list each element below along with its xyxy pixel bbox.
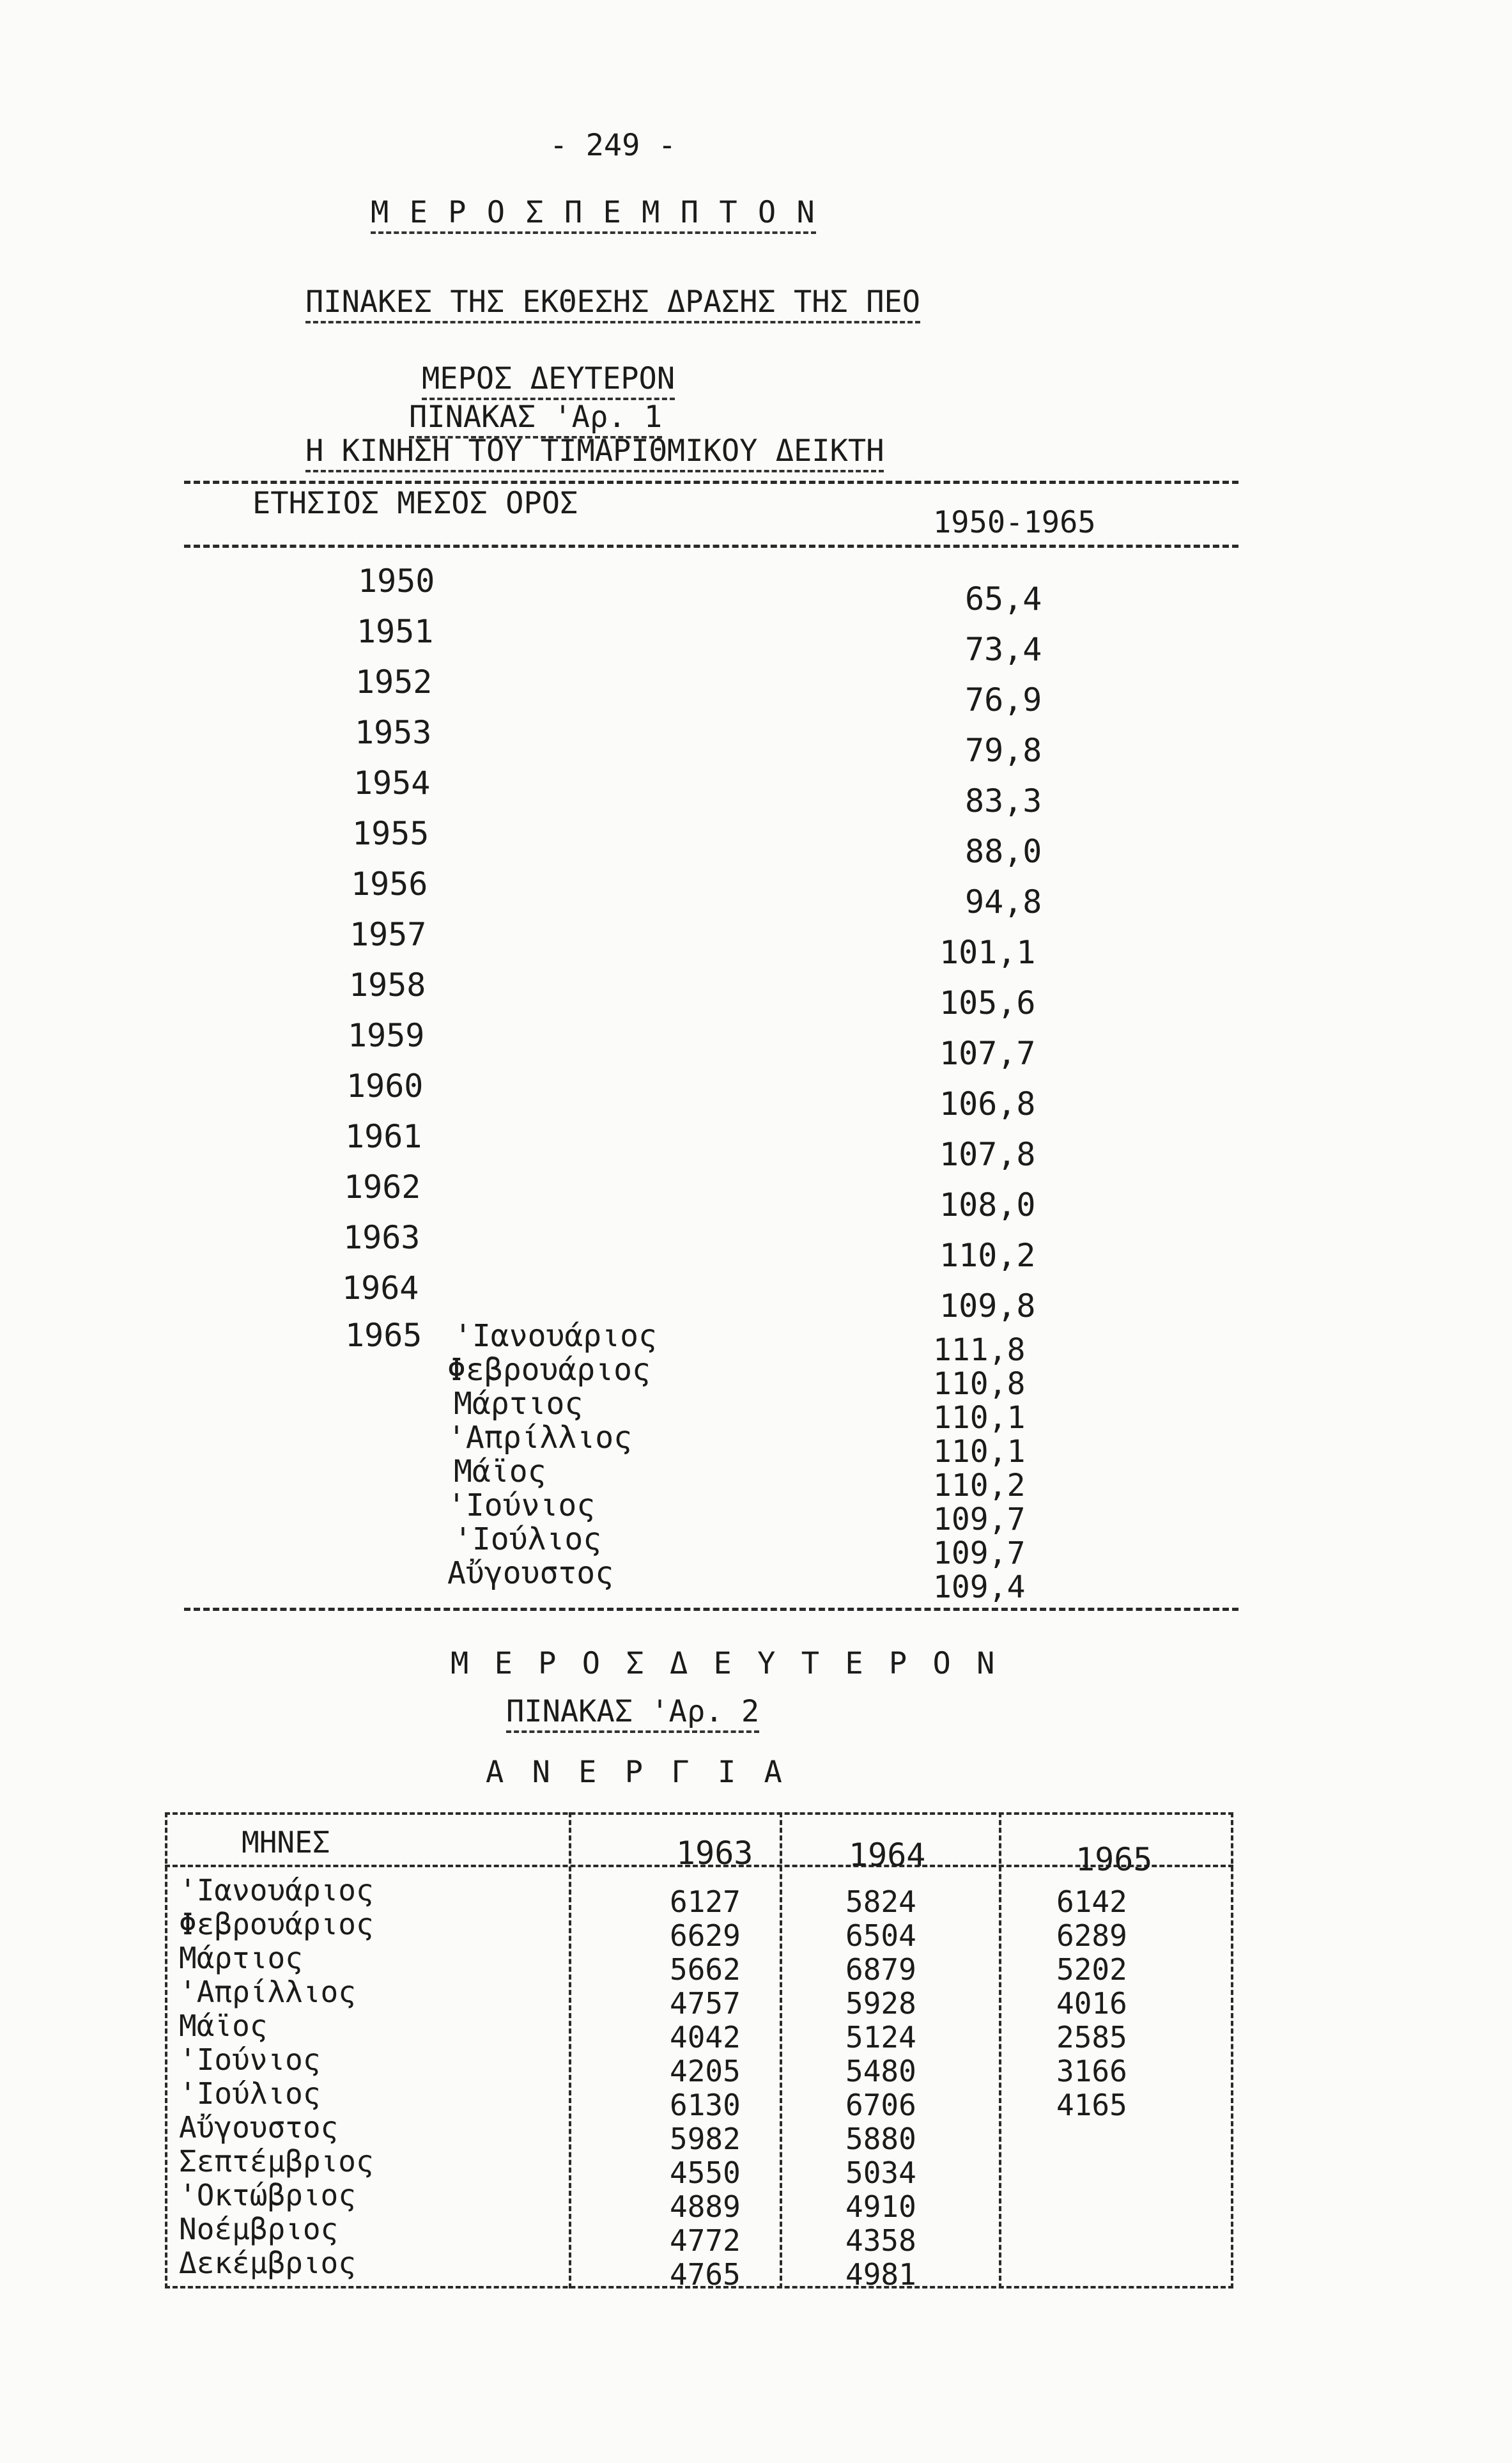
- index-year: 1953: [355, 714, 432, 751]
- index-value: 106,8: [939, 1085, 1036, 1123]
- unemployment-month: 'Ιούνιος: [179, 2042, 321, 2077]
- index-year: 1954: [353, 765, 431, 802]
- column-divider: [780, 1812, 782, 2288]
- index-value: 76,9: [965, 681, 1042, 719]
- unemployment-1965: 4165: [1056, 2088, 1127, 2122]
- unemployment-1963: 4205: [670, 2054, 741, 2088]
- unemployment-1963: 4889: [670, 2189, 741, 2224]
- index-value: 108,0: [939, 1186, 1036, 1224]
- unemployment-month: 'Ιανουάριος: [179, 1873, 374, 1907]
- year-1965-label: 1965: [345, 1317, 422, 1354]
- unemployment-1965: 5202: [1056, 1952, 1127, 1987]
- unemployment-1964: 5880: [845, 2122, 916, 2156]
- unemployment-1963: 4772: [670, 2223, 741, 2258]
- index-year: 1950: [358, 563, 435, 600]
- index-year: 1955: [352, 815, 429, 852]
- index-month: Μάρτιος: [454, 1386, 583, 1422]
- unemployment-1964: 4981: [845, 2257, 916, 2292]
- index-value: 107,8: [939, 1136, 1036, 1173]
- unemployment-month: Νοέμβριος: [179, 2212, 339, 2246]
- index-value: 94,8: [965, 883, 1042, 921]
- unemployment-1965: 3166: [1056, 2054, 1127, 2088]
- unemployment-1965: 4016: [1056, 1986, 1127, 2021]
- page-number: - 249 -: [550, 128, 677, 163]
- unemployment-1964: 4358: [845, 2223, 916, 2258]
- index-month: Μάϊος: [454, 1454, 546, 1489]
- index-year: 1961: [345, 1118, 422, 1155]
- unemployment-1965: 2585: [1056, 2020, 1127, 2055]
- unemployment-1963: 4765: [670, 2257, 741, 2292]
- unemployment-month: Σεπτέμβριος: [179, 2144, 374, 2179]
- index-year: 1951: [357, 613, 434, 650]
- index-year: 1964: [342, 1270, 419, 1307]
- index-value: 88,0: [965, 833, 1042, 870]
- index-value: 109,8: [939, 1287, 1036, 1325]
- index-value: 73,4: [965, 631, 1042, 668]
- index-month-value: 110,8: [933, 1366, 1026, 1402]
- unemployment-1964: 6504: [845, 1918, 916, 1953]
- section2-part-label: Μ Ε Ρ Ο Σ Δ Ε Υ Τ Ε Ρ Ο Ν: [451, 1646, 999, 1681]
- section1-part-label: ΜΕΡΟΣ ΔΕΥΤΕΡΟΝ: [422, 361, 675, 400]
- index-month: 'Ιούνιος: [447, 1488, 596, 1523]
- header-1963: 1963: [676, 1835, 753, 1872]
- index-month: 'Ιούλιος: [454, 1521, 602, 1557]
- unemployment-1963: 4042: [670, 2020, 741, 2055]
- unemployment-1963: 6629: [670, 1918, 741, 1953]
- tables-title: ΠΙΝΑΚΕΣ ΤΗΣ ΕΚΘΕΣΗΣ ΔΡΑΣΗΣ ΤΗΣ ΠΕΟ: [305, 284, 920, 323]
- index-year: 1952: [355, 664, 433, 701]
- index-month-value: 110,1: [933, 1434, 1026, 1470]
- index-value: 107,7: [939, 1035, 1036, 1072]
- header-1964: 1964: [849, 1837, 926, 1874]
- index-value: 79,8: [965, 732, 1042, 769]
- unemployment-month: Μάρτιος: [179, 1941, 303, 1975]
- section2-table-number: ΠΙΝΑΚΑΣ 'Αρ. 2: [506, 1694, 759, 1733]
- section2-title: Α Ν Ε Ρ Γ Ι Α: [486, 1755, 787, 1790]
- index-value: 65,4: [965, 580, 1042, 618]
- unemployment-table: [165, 1812, 1233, 2292]
- section1-col-left-header: ΕΤΗΣΙΟΣ ΜΕΣΟΣ ΟΡΟΣ: [252, 486, 578, 521]
- unemployment-month: Δεκέμβριος: [179, 2246, 356, 2280]
- part-five-title: Μ Ε Ρ Ο Σ Π Ε Μ Π Τ Ο Ν: [371, 195, 816, 234]
- index-year: 1957: [350, 916, 427, 953]
- index-month: Αὔγουστος: [447, 1555, 614, 1591]
- index-value: 83,3: [965, 782, 1042, 820]
- index-month: Φεβρουάριος: [447, 1352, 651, 1388]
- unemployment-1964: 5824: [845, 1884, 916, 1919]
- unemployment-1964: 6879: [845, 1952, 916, 1987]
- index-year: 1956: [351, 866, 428, 903]
- section1-title: Η ΚΙΝΗΣΗ ΤΟΥ ΤΙΜΑΡΙΘΜΙΚΟΥ ΔΕΙΚΤΗ: [305, 433, 884, 472]
- unemployment-1963: 5982: [670, 2122, 741, 2156]
- index-year: 1962: [344, 1169, 421, 1206]
- index-year: 1960: [346, 1068, 424, 1105]
- index-month-value: 109,7: [933, 1502, 1026, 1537]
- column-divider: [569, 1812, 571, 2288]
- unemployment-1963: 6127: [670, 1884, 741, 1919]
- unemployment-1964: 5480: [845, 2054, 916, 2088]
- unemployment-1963: 4550: [670, 2156, 741, 2190]
- unemployment-month: Μάϊος: [179, 2008, 268, 2043]
- index-month-value: 110,1: [933, 1400, 1026, 1436]
- index-year: 1959: [348, 1017, 425, 1054]
- header-months: ΜΗΝΕΣ: [242, 1825, 330, 1860]
- section1-top-rule: [184, 481, 1238, 484]
- column-divider: [999, 1812, 1001, 2288]
- section1-col-right-header: 1950-1965: [933, 505, 1096, 540]
- unemployment-month: 'Ιούλιος: [179, 2076, 321, 2111]
- index-year: 1958: [349, 967, 426, 1004]
- unemployment-1964: 5124: [845, 2020, 916, 2055]
- index-month: 'Ιανουάριος: [454, 1318, 657, 1354]
- unemployment-1964: 5928: [845, 1986, 916, 2021]
- unemployment-month: Φεβρουάριος: [179, 1907, 374, 1941]
- unemployment-month: Αὔγουστος: [179, 2110, 339, 2145]
- index-value: 105,6: [939, 984, 1036, 1022]
- unemployment-1964: 6706: [845, 2088, 916, 2122]
- section1-header-rule: [184, 545, 1238, 548]
- header-1965: 1965: [1076, 1841, 1153, 1878]
- section1-bottom-rule: [184, 1608, 1238, 1611]
- index-month-value: 110,2: [933, 1468, 1026, 1503]
- index-month: 'Απρίλλιος: [447, 1420, 632, 1456]
- index-month-value: 111,8: [933, 1332, 1026, 1368]
- unemployment-1964: 5034: [845, 2156, 916, 2190]
- unemployment-1964: 4910: [845, 2189, 916, 2224]
- index-month-value: 109,7: [933, 1535, 1026, 1571]
- index-value: 101,1: [939, 934, 1036, 971]
- unemployment-month: 'Απρίλλιος: [179, 1975, 356, 2009]
- index-month-value: 109,4: [933, 1569, 1026, 1605]
- unemployment-month: 'Οκτώβριος: [179, 2178, 356, 2212]
- unemployment-1963: 4757: [670, 1986, 741, 2021]
- unemployment-1965: 6142: [1056, 1884, 1127, 1919]
- unemployment-1965: 6289: [1056, 1918, 1127, 1953]
- index-value: 110,2: [939, 1237, 1036, 1274]
- index-year: 1963: [343, 1219, 420, 1256]
- unemployment-1963: 5662: [670, 1952, 741, 1987]
- unemployment-1963: 6130: [670, 2088, 741, 2122]
- section1-table-number: ΠΙΝΑΚΑΣ 'Αρ. 1: [409, 400, 662, 439]
